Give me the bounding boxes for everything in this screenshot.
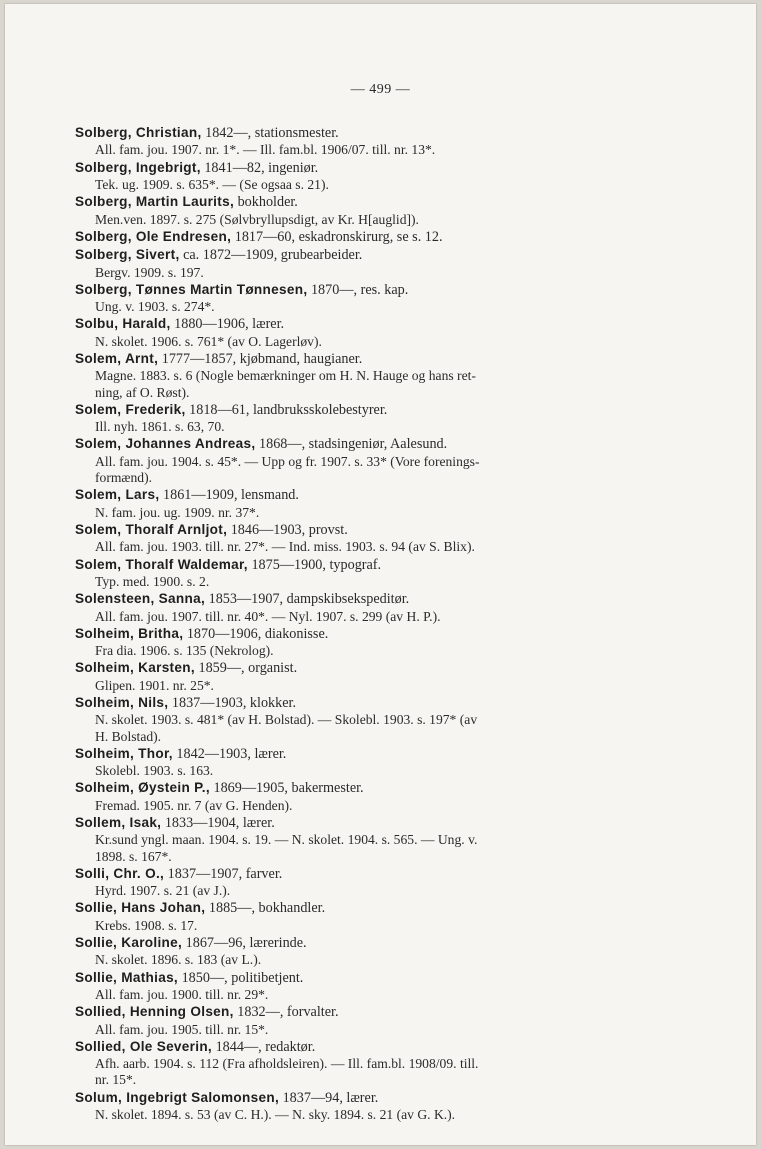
entry [75,124,647,159]
entry-description: 1861—1909, lensmand. [159,487,299,504]
reference-line: N. skolet. 1896. s. 183 (av L.). [95,952,262,968]
entry-references [75,212,647,228]
entry-references [75,883,647,899]
entry-description: 1875—1900, typograf. [247,556,382,573]
entry-references [75,505,647,521]
entry-references [75,334,647,350]
entry-description: 1833—1904, lærer. [161,814,275,831]
reference-line: Tek. ug. 1909. s. 635*. — (Se ogsaa s. 21). [95,177,329,193]
entry [75,193,647,228]
entry-name: Solem, Frederik, [75,401,186,417]
reference-line: All. fam. jou. 1903. till. nr. 27*. — Ind. miss. 1903. s. 94 (av S. Blix). [95,539,475,555]
entry-description: 1867—96, lærerinde. [182,935,307,952]
entry-references [75,643,647,659]
entry-heading [75,486,647,504]
entry [75,401,647,436]
reference-line: All. fam. jou. 1907. till. nr. 40*. — Nyl. 1907. s. 299 (av H. P.). [95,608,441,624]
entry [75,435,647,486]
entry-name: Solberg, Tønnes Martin Tønnesen, [75,281,308,297]
entry-name: Solheim, Øystein P., [75,780,210,796]
entry-description: 1832—, forvalter. [233,1004,339,1021]
entry-name: Solberg, Ole Endresen, [75,228,232,244]
entry-heading [75,1089,647,1107]
reference-line: Men.ven. 1897. s. 275 (Sølvbryllupsdigt, av Kr. H[auglid]). [95,211,419,227]
entry-name: Sollied, Henning Olsen, [75,1004,234,1020]
reference-line: Typ. med. 1900. s. 2. [95,573,210,589]
entry-name: Solberg, Sivert, [75,247,180,263]
entry-name: Sollem, Isak, [75,814,162,830]
reference-line: Fremad. 1905. nr. 7 (av G. Henden). [95,797,293,813]
entry-description: 1842—1903, lærer. [172,745,287,762]
reference-line: Krebs. 1908. s. 17. [95,917,198,933]
reference-line: All. fam. jou. 1907. nr. 1*. — Ill. fam.bl. 1906/07. till. nr. 13*. [95,142,436,158]
reference-line: All. fam. jou. 1904. s. 45*. — Upp og fr. 1907. s. 33* (Vore forenings- [95,453,480,469]
reference-line: Bergv. 1909. s. 197. [95,264,204,280]
reference-line: Magne. 1883. s. 6 (Nogle bemærkninger om H. N. Hauge og hans ret- [95,368,476,384]
entry-name: Solberg, Christian, [75,125,202,140]
entry [75,246,647,281]
entry [75,969,647,1004]
entry [75,779,647,814]
entry [75,625,647,660]
reference-line: N. skolet. 1906. s. 761* (av O. Lagerløv). [95,333,322,349]
entry-name: Sollie, Karoline, [75,935,183,951]
entry-name: Solem, Arnt, [75,351,159,367]
biographical-entries-list [75,124,647,1123]
entry-references [75,1022,647,1038]
entry-name: Solbu, Harald, [75,316,171,332]
reference-line: N. skolet. 1903. s. 481* (av H. Bolstad). — Skolebl. 1903. s. 197* (av [95,712,478,728]
entry [75,315,647,350]
entry-heading [75,350,647,368]
reference-line: Fra dia. 1906. s. 135 (Nekrolog). [95,643,274,659]
entry-description: 1868—, stadsingeniør, Aalesund. [255,436,448,453]
entry-heading [75,694,647,712]
entry-heading [75,745,647,763]
entry-name: Sollie, Hans Johan, [75,900,206,916]
entry-references [75,678,647,694]
reference-line: formænd). [95,470,153,486]
entry-name: Solensteen, Sanna, [75,591,206,607]
entry-description: 1869—1905, bakermester. [209,780,364,797]
entry-references [75,918,647,934]
entry [75,350,647,401]
entry-name: Solem, Thoralf Waldemar, [75,556,248,572]
entry-name: Sollie, Mathias, [75,969,179,985]
entry-heading [75,193,647,211]
entry-description: bokholder. [234,194,298,211]
entry [75,521,647,556]
entry [75,1089,647,1124]
entry-references [75,574,647,590]
entry-heading [75,435,647,453]
entry-references [75,952,647,968]
entry-description: 1844—, redaktør. [212,1038,316,1055]
entry-references [75,142,647,158]
reference-line: All. fam. jou. 1905. till. nr. 15*. [95,1021,269,1037]
entry-references [75,177,647,193]
reference-line: Glipen. 1901. nr. 25*. [95,677,214,693]
entry-name: Solum, Ingebrigt Salomonsen, [75,1089,280,1105]
entry-name: Solberg, Martin Laurits, [75,194,235,210]
entry-heading [75,556,647,574]
reference-line: Ill. nyh. 1861. s. 63, 70. [95,419,225,435]
entry-name: Solheim, Britha, [75,625,184,641]
reference-line: nr. 15*. [95,1072,137,1088]
entry-references [75,1107,647,1123]
reference-line: N. fam. jou. ug. 1909. nr. 37*. [95,504,260,520]
reference-line: Kr.sund yngl. maan. 1904. s. 19. — N. skolet. 1904. s. 565. — Ung. v. [95,832,478,848]
entry [75,694,647,745]
entry [75,934,647,969]
entry-heading [75,899,647,917]
entry-heading [75,659,647,677]
entry-description: 1818—61, landbruksskolebestyrer. [185,401,388,418]
entry-description: ca. 1872—1909, grubearbeider. [179,247,363,264]
entry-heading [75,969,647,987]
entry-description: 1842—, stationsmester. [201,125,339,141]
entry-references [75,299,647,315]
entry-name: Solli, Chr. O., [75,865,165,881]
entry [75,814,647,865]
entry-name: Solheim, Karsten, [75,660,195,676]
entry-heading [75,228,647,246]
entry-description: 1817—60, eskadronskirurg, se s. 12. [231,228,443,245]
entry-name: Solheim, Nils, [75,694,169,710]
entry-heading [75,124,647,142]
entry-description: 1850—, politibetjent. [178,969,304,986]
entry-name: Solem, Lars, [75,487,160,503]
entry-references [75,712,647,744]
entry-heading [75,865,647,883]
entry-references [75,539,647,555]
entry-heading [75,1003,647,1021]
reference-line: ning, af O. Røst). [95,384,190,400]
document-page [5,4,756,1145]
entry [75,159,647,194]
entry-description: 1837—1907, farver. [164,865,283,882]
entry [75,899,647,934]
entry-name: Solem, Thoralf Arnljot, [75,521,228,537]
entry [75,745,647,780]
entry-references [75,832,647,864]
entry [75,865,647,900]
entry-description: 1846—1903, provst. [227,521,348,538]
reference-line: N. skolet. 1894. s. 53 (av C. H.). — N. sky. 1894. s. 21 (av G. K.). [95,1107,456,1123]
entry-description: 1837—94, lærer. [279,1089,379,1106]
entry-references [75,987,647,1003]
reference-line: Afh. aarb. 1904. s. 112 (Fra afholdsleiren). — Ill. fam.bl. 1908/09. till. [95,1056,479,1072]
entry-description: 1837—1903, klokker. [168,694,297,711]
entry-description: 1853—1907, dampskibsekspeditør. [205,591,410,608]
entry-heading [75,315,647,333]
entry-name: Sollied, Ole Severin, [75,1038,213,1054]
entry-description: 1870—, res. kap. [307,281,409,298]
reference-line: 1898. s. 167*. [95,848,172,864]
entry [75,281,647,316]
entry-references [75,368,647,400]
entry-heading [75,934,647,952]
page-number: — 499 — [350,82,411,97]
reference-line: All. fam. jou. 1900. till. nr. 29*. [95,987,269,1003]
entry [75,1003,647,1038]
entry-references [75,798,647,814]
entry-name: Solem, Johannes Andreas, [75,436,256,452]
entry-heading [75,590,647,608]
entry-description: 1777—1857, kjøbmand, haugianer. [158,351,363,368]
entry [75,556,647,591]
entry [75,228,647,246]
reference-line: Hyrd. 1907. s. 21 (av J.). [95,883,231,899]
entry-heading [75,246,647,264]
entry [75,486,647,521]
entry-references [75,419,647,435]
reference-line: H. Bolstad). [95,728,162,744]
entry [75,590,647,625]
entry-references [75,1056,647,1088]
entry-heading [75,159,647,177]
entry-heading [75,281,647,299]
reference-line: Ung. v. 1903. s. 274*. [95,299,215,315]
reference-line: Skolebl. 1903. s. 163. [95,763,214,779]
entry-heading [75,1038,647,1056]
entry-name: Solberg, Ingebrigt, [75,159,201,175]
entry-name: Solheim, Thor, [75,745,173,761]
entry-heading [75,779,647,797]
entry-description: 1859—, organist. [194,660,298,677]
entry [75,659,647,694]
entry-references [75,454,647,486]
entry-description: 1870—1906, diakonisse. [183,625,329,642]
entry-references [75,763,647,779]
entry-description: 1885—, bokhandler. [205,900,326,917]
entry-heading [75,814,647,832]
entry-description: 1841—82, ingeniør. [200,159,319,176]
entry-references [75,265,647,281]
entry-description: 1880—1906, lærer. [170,316,285,333]
entry [75,1038,647,1089]
entry-heading [75,625,647,643]
entry-heading [75,521,647,539]
entry-references [75,609,647,625]
entry-heading [75,401,647,419]
